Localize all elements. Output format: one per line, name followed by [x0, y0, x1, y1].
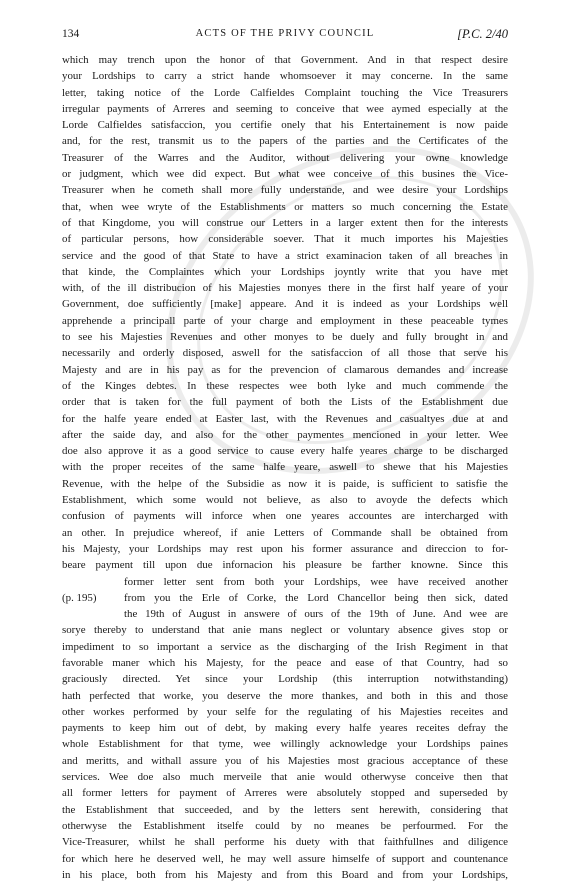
text-line: Lorde Calfieldes satisfaccion, you certifie onely that his Entertainement is now paide [62, 119, 508, 132]
text-line: confusion of payments will inforce when one yeares accountes are intercharged with [62, 510, 508, 523]
page-number: 134 [62, 28, 80, 40]
text-line: which may trench upon the honor of that Government. And in that respect desire [62, 54, 508, 66]
text-line: Establishment, which some would not believe, as also to avoyde the defects which [62, 494, 508, 507]
text-line: Majesty and are in his pay as for the prevencion of clamarous demandes and increase [62, 363, 508, 376]
text-line: with the proper receites of the same halfe yeare, aswell to shewe that his Majesties [62, 461, 508, 474]
text-line: beare payment till upon due infornacion his pleasure be farther knowne. Since this [62, 559, 508, 572]
text-line: Government, doe sufficiently [make] appeare. And it is indeed as your Lordships well [62, 298, 508, 311]
text-line: hath perfected that worke, you deserve the more thankes, and both in this and those [62, 689, 508, 702]
text-line: service and the good of that State to have a strict examinacion taken of all breaches in [62, 249, 508, 262]
text-line: the 19th of August in answere of ours of the 19th of June. And wee are [124, 608, 508, 621]
text-line: your Lordships to carry a strict hande whomsoever it may concerne. In the same [62, 70, 508, 83]
text-line: irregular payments of Arreres and seeming to conceive that wee aymed especially at the [62, 102, 508, 115]
running-title: ACTS OF THE PRIVY COUNCIL [195, 28, 375, 39]
text-line: after the saide day, and also for the other paymentes mencioned in your letter. Wee [62, 428, 508, 441]
running-header [62, 26, 508, 42]
text-line: all former letters for payment of Arreres were absolutely stopped and superseded by [62, 787, 508, 800]
text-line: apprehende a principall parte of your charge and employment in these peaceable tymes [62, 314, 508, 327]
document-reference: [P.C. 2/40 [457, 27, 508, 41]
text-line: otherwyse the Establishment itselfe could by no meanes be perfourmed. For the [62, 819, 508, 832]
text-line: and meritts, and withall assure you of his Majesties most gracious acceptance of these [62, 754, 508, 767]
text-line: for the halfe yeare ended at Easter last, with the Revenues and casualtyes due at and [62, 412, 508, 425]
text-line: or judgment, which wee did expect. But what wee conceive of this busines the Vice- [62, 168, 508, 181]
text-line: graciously directed. Yet since your Lordship (this interruption notwithstanding) [62, 673, 508, 686]
text-line: the Establishment that succeeded, and by the letters sent herewith, considering that [62, 803, 508, 816]
text-line: doe also approve it as a good service to cause every halfe yeares charge to be discharged [62, 445, 508, 458]
text-line: to see his Majesties Revenues and other monyes to be duely and fully brought in and [62, 331, 508, 344]
text-line: that, when wee wryte of the Establishments or matters so much concerning the Estate [62, 200, 508, 213]
body-text [62, 52, 508, 883]
text-line: of particular persons, how considerable soever. That it much importes his Majesties [62, 233, 508, 246]
text-line: Revenue, with the helpe of the Subsidie as now it is paide, is sufficient to satisfie the [62, 477, 508, 490]
text-line: and, for the rest, transmit us to the papers of the parties and the Certificates of the [62, 135, 508, 148]
text-line: favorable maner which his Majesty, for the peace and ease of that Country, had so [62, 656, 508, 669]
text-line: that kinde, the Complaintes which your Lordships joyntly write that you have met [62, 265, 508, 278]
text-line: an other. In prejudice whereof, if anie Letters of Commande shall be obtained from [62, 526, 508, 539]
text-line: services. Wee doe also much merveile that anie would otherwyse conceive then that [62, 771, 508, 784]
text-line: his Majesty, your Lordships may rest upon his former assurance and direccion to for- [62, 542, 508, 555]
text-line: Treasurer when he cometh shall more fully understande, and wee desire your Lordships [62, 184, 508, 197]
text-line: with, of the ill distribucion of his Majesties monyes there in the first half yeare of your [62, 282, 508, 295]
text-line: sorye thereby to understand that anie mans neglect or voluntary absence gives stop or [62, 624, 508, 637]
text-line: whole Establishment for that tyme, wee willingly acknowledge your Lordships paines [62, 738, 508, 751]
text-line: impediment to so important a service as the discharging of the Irish Regiment in that [62, 640, 508, 653]
text-line: Vice-Treasurer, whilst he shall performe his duety with that faithfullnes and diligence [62, 836, 508, 849]
text-line: of the Kinges debtes. In these respectes wee both lyke and much commende the [62, 379, 508, 392]
text-line: necessarily and orderly disposed, aswell for the satisfaccion of all those that serve his [62, 347, 508, 360]
text-line: of that Kingdome, you will construe our Letters in a larger extent then for the interests [62, 216, 508, 229]
text-line: order that is taken for the full payment of both the Lists of the Establishment due [62, 396, 508, 409]
text-line: other workes performed by your selfe for the regulating of his Majesties receites and [62, 705, 508, 718]
text-line: payments to keep him out of debt, by making every halfe yeares receites defray the [62, 722, 508, 735]
text-line: Treasurer of the Warres and the Auditor, without delivering your owne knowledge [62, 151, 508, 164]
text-line: former letter sent from both your Lordships, wee have received another [124, 575, 508, 588]
text-line: from you the Erle of Corke, the Lord Chancellor being then sick, dated [124, 591, 508, 604]
margin-page-note: (p. 195) [62, 591, 97, 604]
text-line: letter, taking notice of the Lorde Calfieldes Complaint touching the Vice Treasurers [62, 86, 508, 99]
text-line: in his place, both from his Majesty and from this Board and from your Lordships, [62, 868, 508, 881]
text-line: for which here he deserved well, he may well assure himselfe of support and countenance [62, 852, 508, 865]
